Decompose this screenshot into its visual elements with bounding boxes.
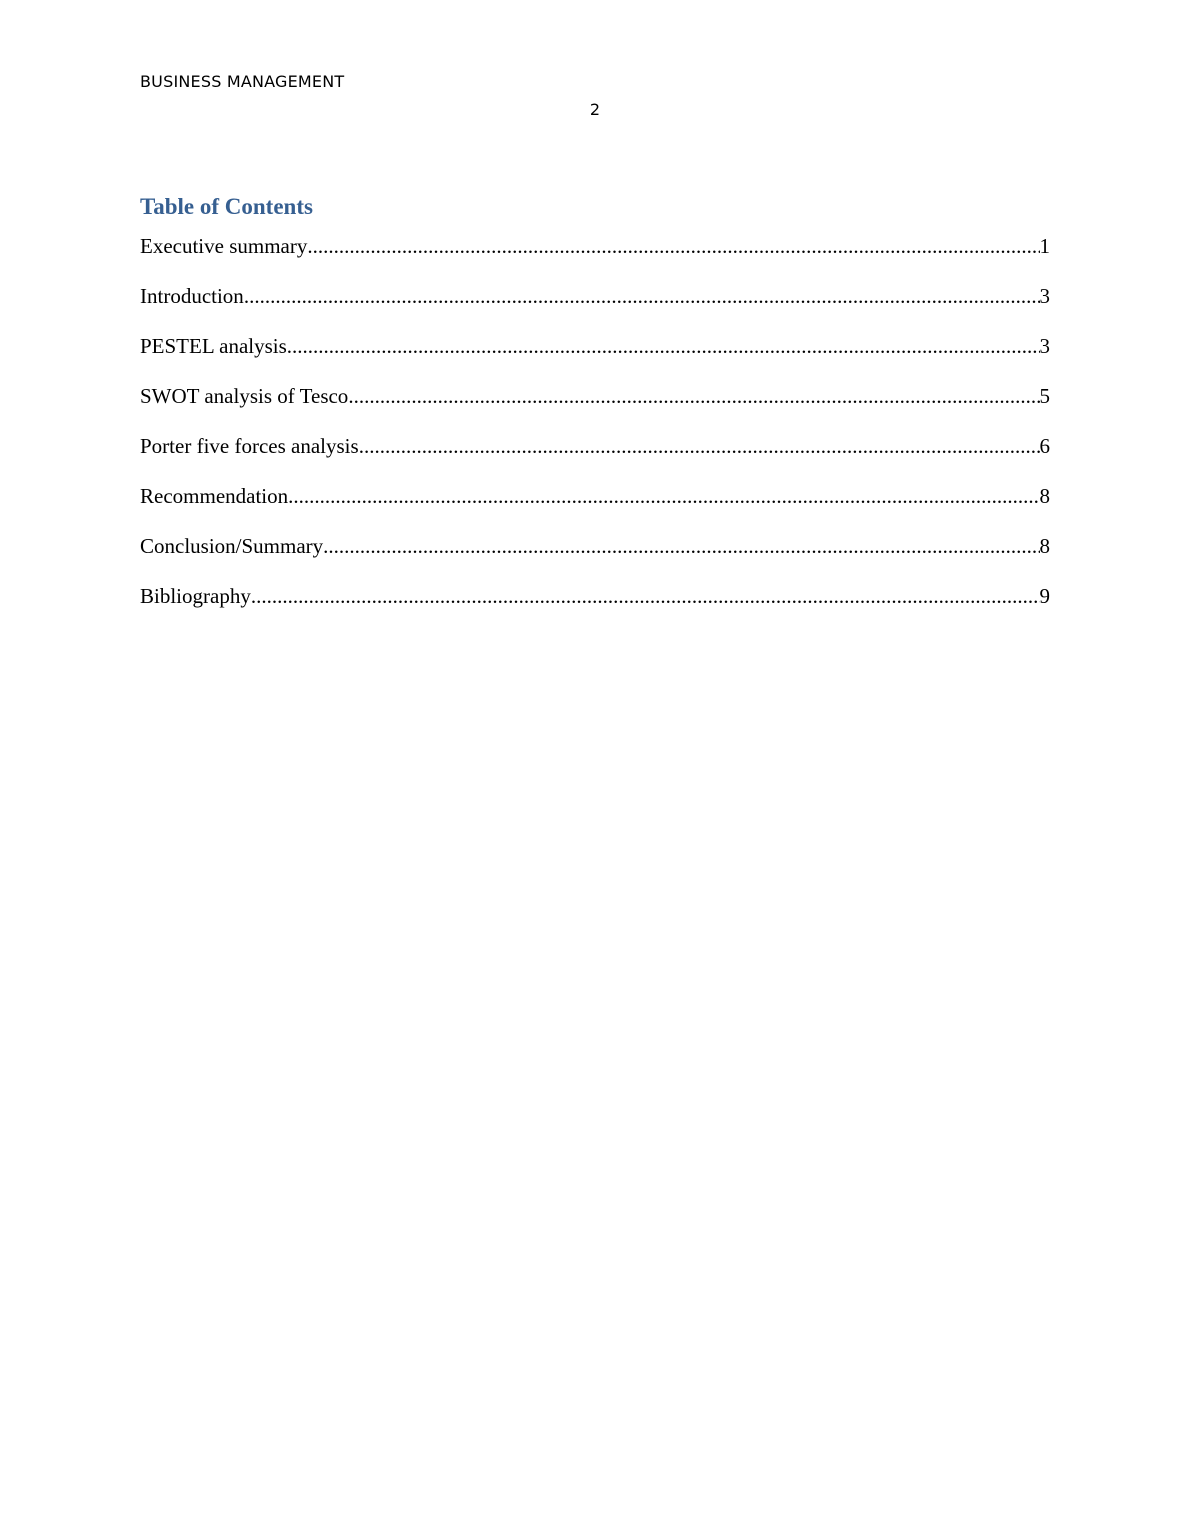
toc-dot-leader <box>307 234 1039 259</box>
toc-dot-leader <box>251 584 1040 609</box>
toc-entry-page: 6 <box>1039 434 1050 458</box>
toc-entry-porter-five-forces[interactable] <box>140 434 1050 484</box>
running-header: BUSINESS MANAGEMENT <box>140 72 345 91</box>
toc-entry-page: 5 <box>1039 384 1050 408</box>
toc-entry-pestel-analysis[interactable] <box>140 334 1050 384</box>
toc-dot-leader <box>288 484 1039 509</box>
toc-entry-page: 1 <box>1039 234 1050 258</box>
toc-entry-label: Porter five forces analysis <box>140 434 359 458</box>
toc-dot-leader <box>348 384 1039 409</box>
toc-entry-label: Conclusion/Summary <box>140 534 324 558</box>
toc-entry-label: Bibliography <box>140 584 251 608</box>
toc-entry-page: 9 <box>1039 584 1050 608</box>
toc-entry-label: Recommendation <box>140 484 289 508</box>
toc-dot-leader <box>359 434 1040 459</box>
toc-entry-page: 8 <box>1039 534 1050 558</box>
toc-entry-label: SWOT analysis of Tesco <box>140 384 349 408</box>
toc-entry-page: 8 <box>1039 484 1050 508</box>
toc-entry-label: Executive summary <box>140 234 308 258</box>
toc-entry-executive-summary[interactable] <box>140 234 1050 284</box>
toc-dot-leader <box>244 284 1040 309</box>
toc-entry-label: PESTEL analysis <box>140 334 287 358</box>
toc-entry-introduction[interactable] <box>140 284 1050 334</box>
toc-title: Table of Contents <box>140 194 313 219</box>
page-number: 2 <box>589 100 601 119</box>
toc-dot-leader <box>287 334 1040 359</box>
toc-entry-conclusion-summary[interactable] <box>140 534 1050 584</box>
toc-dot-leader <box>323 534 1039 559</box>
toc-entry-swot-analysis[interactable] <box>140 384 1050 434</box>
toc-entry-page: 3 <box>1039 334 1050 358</box>
toc-entry-label: Introduction <box>140 284 244 308</box>
toc-entry-bibliography[interactable] <box>140 584 1050 634</box>
toc-list <box>140 234 1050 634</box>
toc-entry-page: 3 <box>1039 284 1050 308</box>
toc-entry-recommendation[interactable] <box>140 484 1050 534</box>
